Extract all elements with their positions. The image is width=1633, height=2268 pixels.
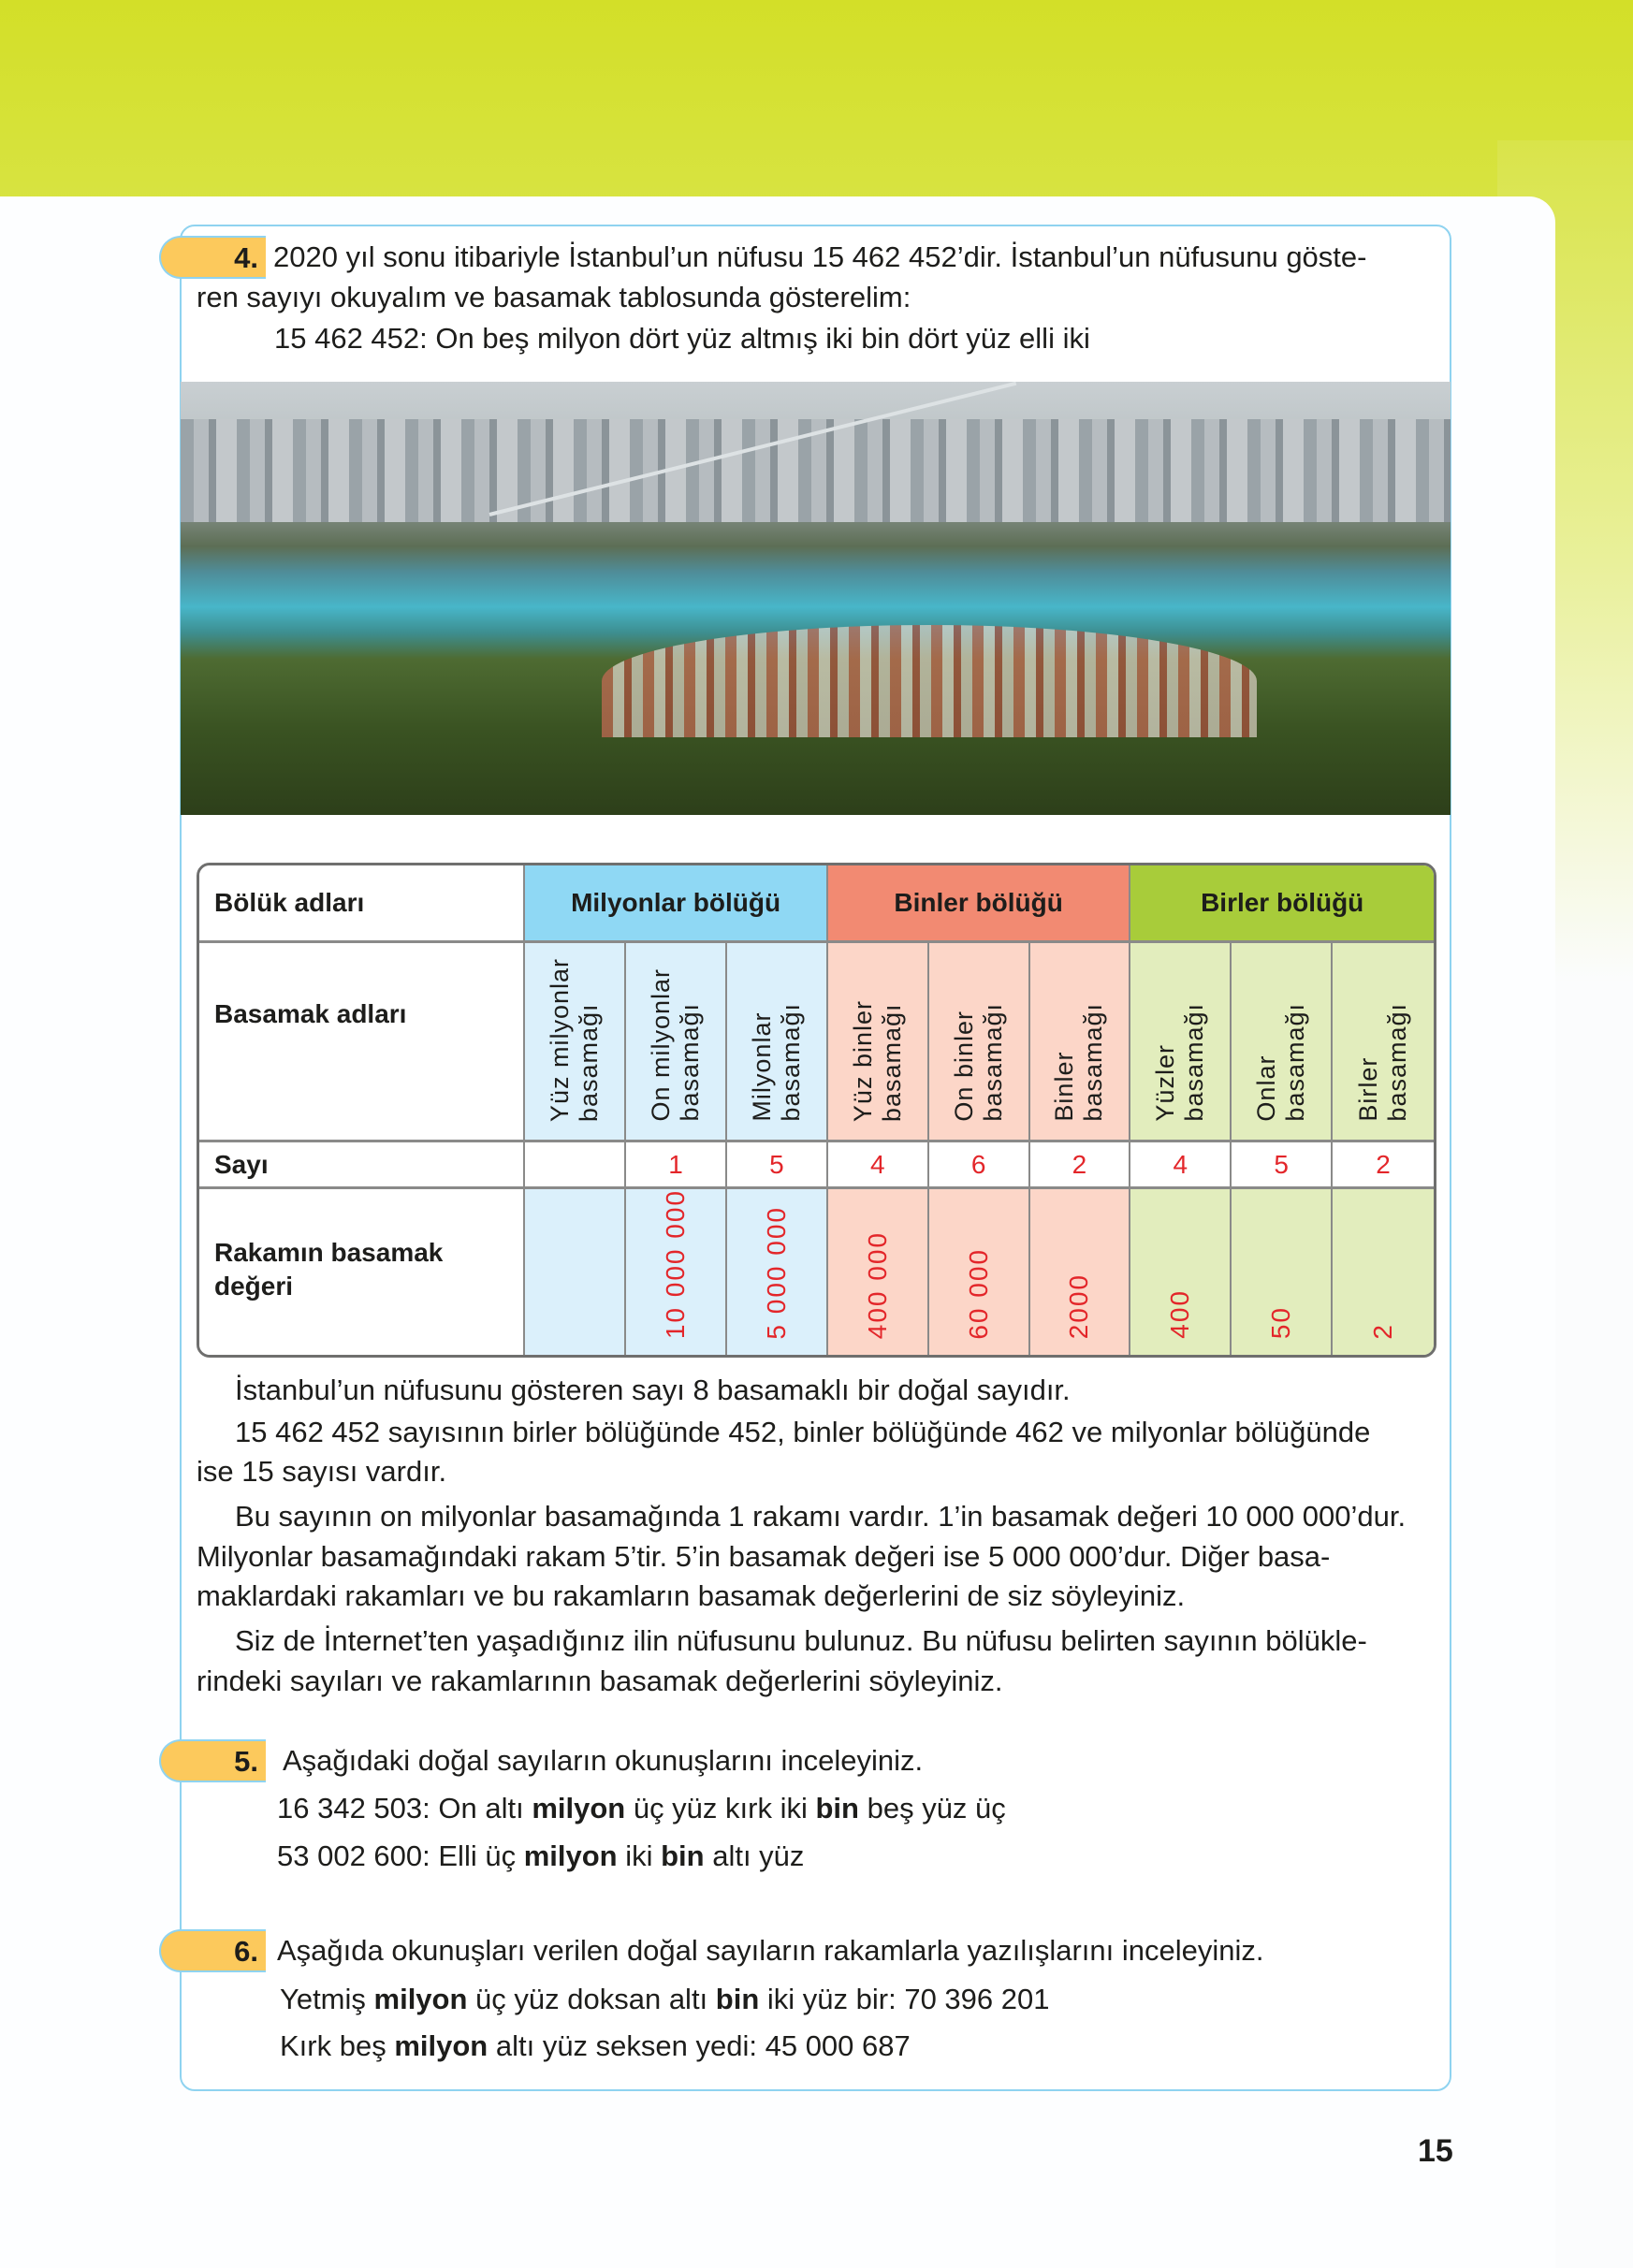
place-name: Yüzler basamağı	[1151, 1003, 1209, 1122]
digit-cell: 5	[1232, 1142, 1333, 1189]
item6-example-2: Kırk beş milyon altı yüz seksen yedi: 45 000 687	[280, 2029, 911, 2062]
body-paragraph-line: İstanbul’un nüfusunu gösteren sayı 8 basamaklı bir doğal sayıdır.	[235, 1374, 1071, 1406]
place-value-cell	[727, 1189, 828, 1355]
body-paragraph-line: Milyonlar basamağındaki rakam 5’tir. 5’in basamak değeri ise 5 000 000’dur. Diğer basa-	[197, 1540, 1331, 1573]
body-paragraph-line: 15 462 452 sayısının birler bölüğünde 452, binler bölüğünde 462 ve milyonlar bölüğünde	[235, 1416, 1371, 1448]
item6-intro: Aşağıda okunuşları verilen doğal sayıların rakamlarla yazılışlarını inceleyiniz.	[277, 1934, 1264, 1967]
item-number-badge: 5.	[159, 1739, 266, 1782]
place-name: Onlar basamağı	[1252, 1003, 1310, 1122]
digit-cell: 1	[626, 1142, 727, 1189]
item5-example-1: 16 342 503: On altı milyon üç yüz kırk iki bin beş yüz üç	[277, 1792, 1006, 1825]
item5-intro: Aşağıdaki doğal sayıların okunuşlarını inceleyiniz.	[283, 1744, 924, 1777]
item5-example-2: 53 002 600: Elli üç milyon iki bin altı yüz	[277, 1839, 805, 1872]
place-value-cell	[1232, 1189, 1333, 1355]
place-value-cell	[1030, 1189, 1131, 1355]
place-value-cell	[1333, 1189, 1434, 1355]
row-header: Basamak adları	[199, 943, 525, 1142]
place-name: On binler basamağı	[949, 1003, 1007, 1122]
place-value: 400 000	[862, 1230, 892, 1340]
digit-cell: 2	[1333, 1142, 1434, 1189]
item6-example-1: Yetmiş milyon üç yüz doksan altı bin iki yüz bir: 70 396 201	[280, 1983, 1050, 2015]
group-millions: Milyonlar bölüğü	[525, 865, 828, 943]
item-number-badge: 4.	[159, 236, 266, 279]
digit-cell	[525, 1142, 626, 1189]
body-paragraph-line: ise 15 sayısı vardır.	[197, 1455, 447, 1488]
place-value: 2000	[1064, 1272, 1094, 1340]
place-value: 50	[1266, 1305, 1296, 1340]
place-name-cell	[1130, 943, 1232, 1142]
place-name-cell	[727, 943, 828, 1142]
place-value: 10 000 000	[661, 1189, 691, 1340]
item4-reading: 15 462 452: On beş milyon dört yüz altmış iki bin dört yüz elli iki	[274, 322, 1090, 355]
istanbul-bosphorus-photo	[181, 382, 1451, 815]
place-value-cell	[525, 1189, 626, 1355]
item-number-badge: 6.	[159, 1929, 266, 1972]
group-thousands: Binler bölüğü	[828, 865, 1131, 943]
digit-cell: 4	[828, 1142, 929, 1189]
place-name: Yüz binler basamağı	[848, 999, 906, 1122]
place-value-cell	[929, 1189, 1030, 1355]
row-header: Sayı	[199, 1142, 525, 1189]
header-band	[0, 0, 1633, 225]
place-name: Yüz milyonlar basamağı	[546, 957, 604, 1122]
place-value: 400	[1165, 1289, 1195, 1340]
place-name-cell	[1333, 943, 1434, 1142]
place-name-cell	[626, 943, 727, 1142]
place-name: Birler basamağı	[1354, 1003, 1412, 1122]
place-name: Binler basamağı	[1050, 1003, 1108, 1122]
place-value: 5 000 000	[761, 1205, 791, 1340]
place-value-cell	[626, 1189, 727, 1355]
place-name-cell	[1030, 943, 1131, 1142]
place-name-cell	[1232, 943, 1333, 1142]
digit-cell: 6	[929, 1142, 1030, 1189]
body-paragraph-line: maklardaki rakamları ve bu rakamların basamak değerlerini de siz söyleyiniz.	[197, 1579, 1186, 1612]
place-value-table	[197, 863, 1436, 1358]
item4-line1: 2020 yıl sonu itibariyle İstanbul’un nüfusu 15 462 452’dir. İstanbul’un nüfusunu göste-	[273, 240, 1367, 273]
place-value: 2	[1368, 1322, 1398, 1340]
place-name-cell	[525, 943, 626, 1142]
body-paragraph-line: rindeki sayıları ve rakamlarının basamak değerlerini söyleyiniz.	[197, 1665, 1003, 1697]
digit-cell: 2	[1030, 1142, 1131, 1189]
place-value: 60 000	[963, 1247, 993, 1340]
place-name-cell	[828, 943, 929, 1142]
place-name-cell	[929, 943, 1030, 1142]
page-number: 15	[1418, 2133, 1453, 2169]
place-name: Milyonlar basamağı	[747, 1003, 805, 1122]
place-value-cell	[1130, 1189, 1232, 1355]
body-paragraph-line: Bu sayının on milyonlar basamağında 1 rakamı vardır. 1’in basamak değeri 10 000 000’dur.	[235, 1500, 1407, 1533]
body-paragraph-line: Siz de İnternet’ten yaşadığınız ilin nüfusunu bulunuz. Bu nüfusu belirten sayının bölükle-	[235, 1624, 1367, 1657]
item4-line2: ren sayıyı okuyalım ve basamak tablosunda gösterelim:	[197, 281, 911, 313]
group-ones: Birler bölüğü	[1130, 865, 1434, 943]
place-value-cell	[828, 1189, 929, 1355]
row-header: Bölük adları	[199, 865, 525, 943]
digit-cell: 4	[1130, 1142, 1232, 1189]
row-header: Rakamın basamak değeri	[199, 1189, 525, 1355]
digit-cell: 5	[727, 1142, 828, 1189]
place-name: On milyonlar basamağı	[647, 968, 705, 1122]
